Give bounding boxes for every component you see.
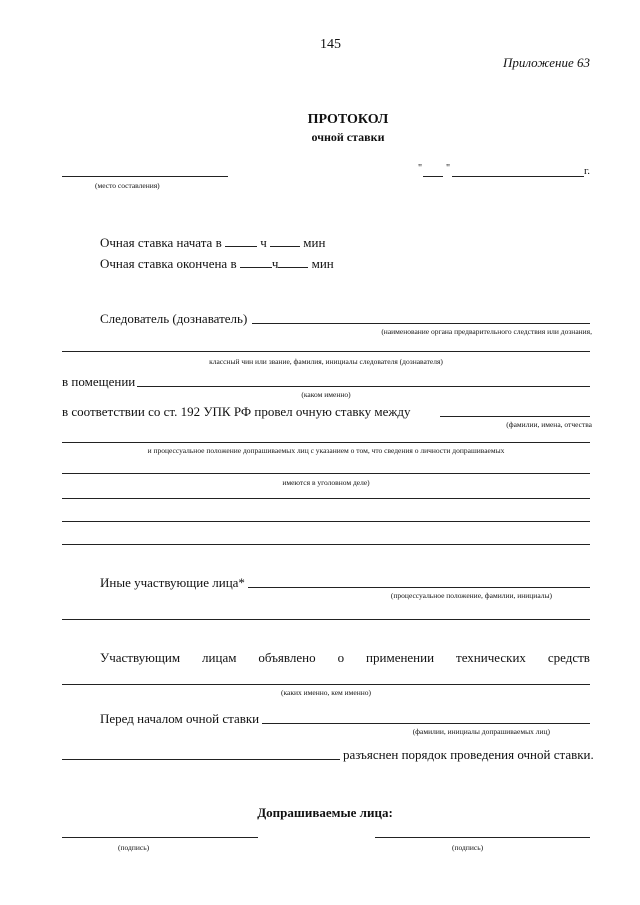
explained-field[interactable] bbox=[62, 759, 340, 760]
date-day-field[interactable] bbox=[423, 176, 443, 177]
interrogated-heading: Допрашиваемые лица: bbox=[257, 805, 393, 820]
tech-word: технических bbox=[456, 650, 526, 665]
others-field[interactable] bbox=[248, 587, 590, 588]
start-hour-field[interactable] bbox=[225, 246, 257, 247]
appendix-label: Приложение 63 bbox=[502, 55, 590, 70]
tech-field[interactable] bbox=[62, 684, 590, 685]
investigator-label: Следователь (дознаватель) bbox=[100, 311, 248, 326]
start-time-label: Очная ставка начата в bbox=[100, 235, 222, 250]
others-caption: (процессуальное положение, фамилии, инициалы) bbox=[390, 591, 552, 600]
start-time-row bbox=[100, 236, 325, 250]
page-title: ПРОТОКОЛ bbox=[307, 112, 389, 127]
persons-field-2[interactable] bbox=[62, 442, 590, 443]
tech-caption: (каких именно, кем именно) bbox=[280, 688, 372, 697]
date-month-field[interactable] bbox=[452, 176, 584, 177]
place-caption: (место составления) bbox=[95, 181, 160, 190]
persons-field-3[interactable] bbox=[62, 473, 590, 474]
persons-field-4[interactable] bbox=[62, 498, 590, 499]
tech-word: о bbox=[337, 650, 345, 665]
end-min-field[interactable] bbox=[278, 267, 308, 268]
persons-caption-1: (фамилии, имена, отчества bbox=[506, 420, 592, 429]
end-hour-field[interactable] bbox=[240, 267, 272, 268]
end-min-unit: мин bbox=[311, 256, 334, 271]
start-min-field[interactable] bbox=[270, 246, 300, 247]
page-number: 145 bbox=[320, 37, 341, 52]
persons-caption-3: имеются в уголовном деле) bbox=[282, 478, 370, 487]
place-field[interactable] bbox=[62, 176, 228, 177]
before-caption: (фамилии, инициалы допрашиваемых лиц) bbox=[412, 727, 550, 736]
date-quote-open: " bbox=[418, 163, 423, 174]
end-hour-unit: ч bbox=[271, 256, 279, 271]
before-field[interactable] bbox=[262, 723, 590, 724]
before-label: Перед началом очной ставки bbox=[100, 711, 260, 726]
signature-field-1[interactable] bbox=[62, 837, 258, 838]
end-time-label: Очная ставка окончена в bbox=[100, 256, 237, 271]
start-min-unit: мин bbox=[303, 235, 326, 250]
signature-caption-2: (подпись) bbox=[452, 843, 484, 852]
tech-word: лицам bbox=[202, 650, 237, 665]
explained-text: разъяснен порядок проведения очной ставки. bbox=[343, 747, 594, 762]
end-time-row bbox=[100, 257, 334, 271]
conducted-label: в соответствии со ст. 192 УПК РФ провел очную ставку между bbox=[62, 404, 411, 419]
room-caption: (каком именно) bbox=[301, 390, 351, 399]
tech-word: применении bbox=[366, 650, 435, 665]
room-label: в помещении bbox=[62, 374, 136, 389]
persons-field-6[interactable] bbox=[62, 544, 590, 545]
tech-statement bbox=[100, 651, 590, 665]
others-field-2[interactable] bbox=[62, 619, 590, 620]
tech-word: средств bbox=[547, 650, 590, 665]
persons-caption-2: и процессуальное положение допрашиваемых лиц с указанием о том, что сведения о личности допрашиваемых bbox=[147, 446, 505, 455]
page-subtitle: очной ставки bbox=[311, 130, 385, 144]
tech-word: объявлено bbox=[258, 650, 316, 665]
investigator-caption-2: классный чин или звание, фамилия, инициалы следователя (дознавателя) bbox=[209, 357, 443, 366]
persons-field[interactable] bbox=[440, 416, 590, 417]
investigator-caption-1: (наименование органа предварительного следствия или дознания, bbox=[381, 327, 592, 336]
others-label: Иные участвующие лица* bbox=[100, 575, 245, 590]
tech-word: Участвующим bbox=[100, 650, 181, 665]
date-year-suffix: г. bbox=[584, 165, 591, 177]
investigator-field[interactable] bbox=[252, 323, 590, 324]
investigator-field-2[interactable] bbox=[62, 351, 590, 352]
start-hour-unit: ч bbox=[260, 235, 267, 250]
persons-field-5[interactable] bbox=[62, 521, 590, 522]
signature-caption-1: (подпись) bbox=[118, 843, 150, 852]
date-quote-close: " bbox=[446, 163, 451, 174]
room-field[interactable] bbox=[137, 386, 590, 387]
signature-field-2[interactable] bbox=[375, 837, 590, 838]
